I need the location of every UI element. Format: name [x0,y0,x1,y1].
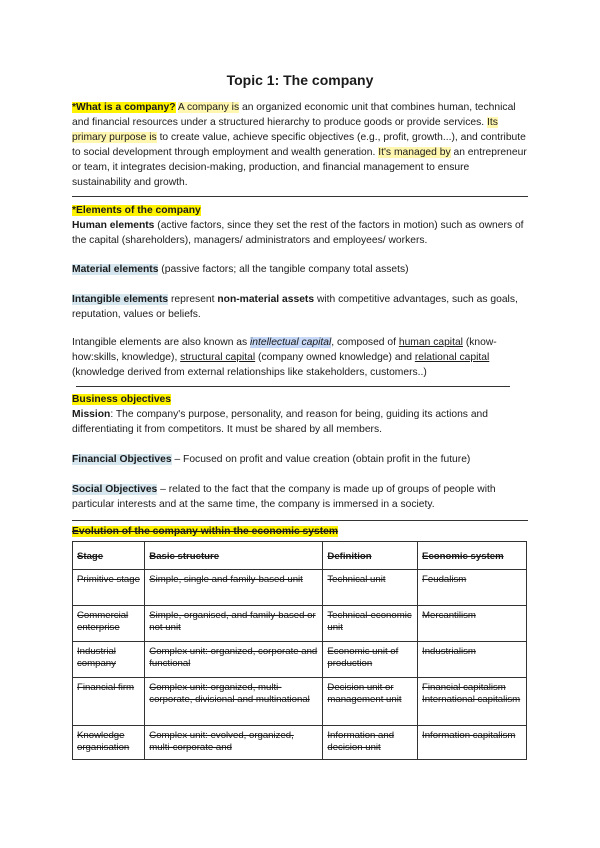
table-cell: Technical-economic unit [323,606,418,642]
table-row [73,606,527,642]
column-header-basic-structure: Basic structure [145,542,323,570]
elements-section: *Elements of the company Human elements (active factors, since they set the rest of the factors in motion) such as owners of the capital (shareholders), managers/ administrators and employees/ workers. [72,205,524,246]
objectives-section: Business objectives Mission: The company's purpose, personality, and reason for being, guiding its actions and differentiating it from competitors. It must be shared by all members. [72,394,488,435]
intangible-paragraph: Intangible elements represent non-material assets with competitive advantages, such as goals, reputation, values or beliefs. [72,294,518,320]
intellectual-capital-term: intellectual capital [250,337,332,348]
material-paragraph: Material elements (passive factors; all the tangible company total assets) [72,264,409,275]
table-cell: Simple, single and family-based unit [145,570,323,606]
table-cell: Financial firm [73,678,145,726]
column-header-definition: Definition [323,542,418,570]
table-cell: Primitive stage [73,570,145,606]
intro-question: *What is a company? [72,102,176,113]
table-cell: Complex unit: organized, corporate and functional [145,642,323,678]
intangible-elements-label: Intangible elements [72,294,169,305]
social-objectives-label: Social Objectives [72,484,158,495]
table-cell: Mercantilism [418,606,527,642]
divider [72,196,528,197]
table-cell: Complex unit: organized, multi-corporate, divisional and multinational [145,678,323,726]
divider [72,520,528,521]
table-row [73,678,527,726]
objectives-heading: Business objectives [72,394,172,405]
human-elements-label: Human elements [72,220,155,231]
table-cell: Complex unit: evolved, organized, multi-corporate and [145,726,323,760]
table-row [73,726,527,760]
divider [76,386,510,387]
column-header-economic-system: Economic system [418,542,527,570]
financial-objectives-label: Financial Objectives [72,454,172,465]
intro-paragraph: *What is a company? A company is an organized economic unit that combines human, technical and financial resources under a structured hierarchy to produce goods or provide services. Its primary purpose is to create value, achieve specific objectives (e.g., profit, growth...), and contribute to social development through employment and wealth generation. It's managed by an entrepreneur or team, it integrates decision-making, production, and financial management to ensure sustainability and growth. [72,102,527,188]
table-row [73,642,527,678]
mission-label: Mission [72,409,111,420]
social-objectives-paragraph: Social Objectives – related to the fact that the company is made up of groups of people with particular interests and at the same time, the company is immersed in a society. [72,484,496,510]
elements-heading: *Elements of the company [72,205,201,216]
table-cell: Information capitalism [418,726,527,760]
material-elements-label: Material elements [72,264,159,275]
table-cell: Simple, organised, and family-based or not unit [145,606,323,642]
intellectual-capital-paragraph: Intangible elements are also known as intellectual capital, composed of human capital (know-how:skills, knowledge), structural capital (company owned knowledge) and relational capital (knowledge derived from external relationships like stakeholders, customers..) [72,337,497,378]
evolution-table [72,541,527,760]
table-cell: Industrial company [73,642,145,678]
structural-capital-term: structural capital [180,352,256,363]
evolution-heading: Evolution of the company within the economic system [72,526,339,537]
table-cell: Financial capitalism International capitalism [418,678,527,726]
relational-capital-term: relational capital [414,352,490,363]
column-header-stage: Stage [73,542,145,570]
financial-objectives-paragraph: Financial Objectives – Focused on profit and value creation (obtain profit in the future) [72,454,471,465]
table-cell: Economic unit of production [323,642,418,678]
table-cell: Decision unit or management unit [323,678,418,726]
page-title: Topic 1: The company [226,72,374,88]
table-cell: Feudalism [418,570,527,606]
table-header-row [73,542,527,570]
human-capital-term: human capital [398,337,463,348]
table-cell: Information and decision unit [323,726,418,760]
evolution-heading-line [72,524,528,539]
table-row [73,570,527,606]
table-cell: Knowledge organisation [73,726,145,760]
table-cell: Industrialism [418,642,527,678]
table-cell: Technical unit [323,570,418,606]
table-cell: Commercial enterprise [73,606,145,642]
